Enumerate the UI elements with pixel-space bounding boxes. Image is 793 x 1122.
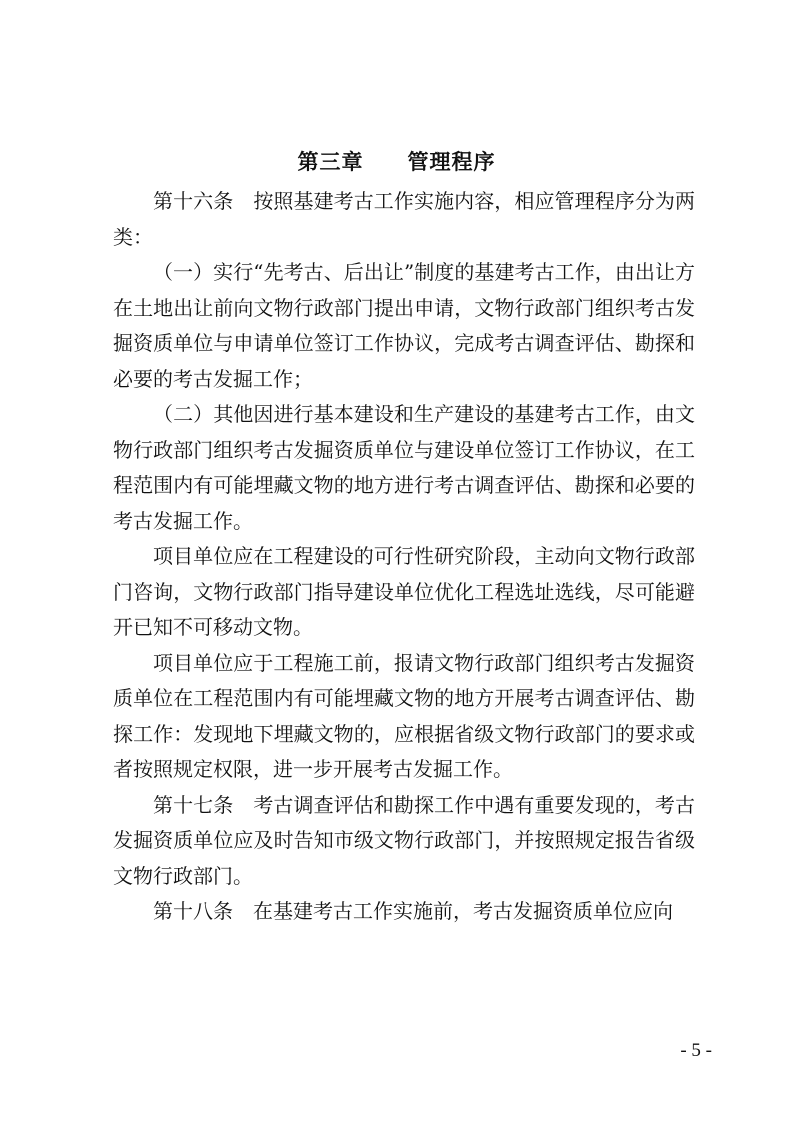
article-17-paragraph (113, 788, 695, 895)
paragraph-text: 考古调查评估和勘探工作中遇有重要发现的，考古发掘资质单位应及时告知市级文物行政部门，并按照规定报告省级文物行政部门。 (113, 792, 696, 888)
chapter-title: 第三章 管理程序 (297, 150, 496, 174)
article-number: 第十七条 (153, 792, 234, 817)
article-18-paragraph (113, 894, 695, 930)
article-number: 第十六条 (153, 189, 234, 213)
feasibility-paragraph (113, 539, 695, 646)
pre-construction-paragraph (113, 646, 695, 788)
clause-2-paragraph (113, 397, 695, 539)
paragraph-text: （一）实行“先考古、后出让”制度的基建考古工作，由出让方在土地出让前向文物行政部门提出申请，文物行政部门组织考古发掘资质单位与申请单位签订工作协议，完成考古调查评估、勘探和必要的考古发掘工作； (113, 260, 695, 391)
document-body (113, 184, 695, 930)
paragraph-text: 项目单位应于工程施工前，报请文物行政部门组织考古发掘资质单位在工程范围内有可能埋藏文物的地方开展考古调查评估、勘探工作：发现地下埋藏文物的，应根据省级文物行政部门的要求或者按照规定权限，进一步开展考古发掘工作。 (113, 650, 695, 781)
article-16-paragraph (113, 184, 695, 255)
page-number: - 5 - (680, 1040, 712, 1061)
clause-1-paragraph (113, 255, 695, 397)
article-number: 第十八条 (153, 899, 233, 923)
paragraph-text: 按照基建考古工作实施内容，相应管理程序分为两类： (113, 189, 696, 249)
paragraph-text: 在基建考古工作实施前，考古发掘资质单位应向 (253, 899, 673, 923)
paragraph-text: 项目单位应在工程建设的可行性研究阶段，主动向文物行政部门咨询，文物行政部门指导建设单位优化工程选址选线，尽可能避开已知不可移动文物。 (113, 544, 695, 639)
paragraph-text: （二）其他因进行基本建设和生产建设的基建考古工作，由文物行政部门组织考古发掘资质单位与建设单位签订工作协议，在工程范围内有可能埋藏文物的地方进行考古调查评估、勘探和必要的考古发掘工作。 (113, 402, 695, 533)
